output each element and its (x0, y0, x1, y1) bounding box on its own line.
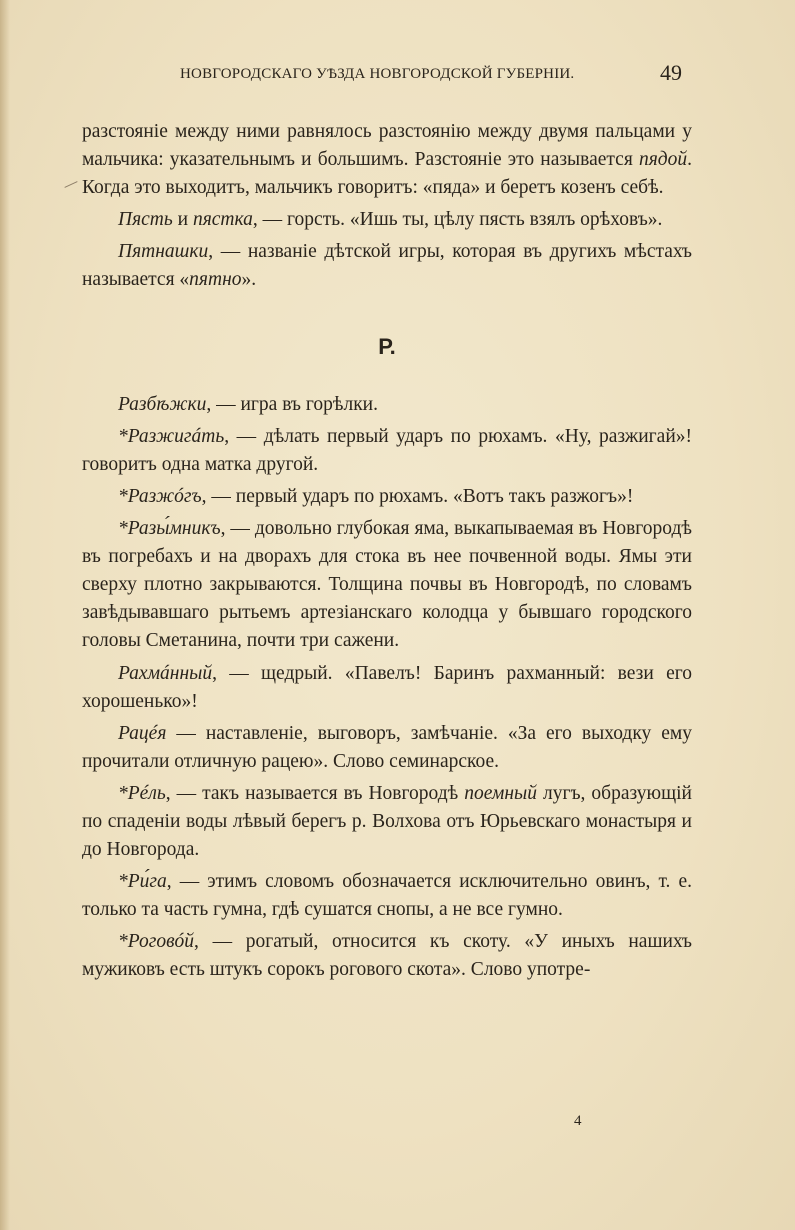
entry-razzhigat (82, 423, 692, 479)
entry-razzhog (82, 483, 692, 511)
entry-razymnik (82, 515, 692, 655)
italic-term: поемный (464, 782, 537, 804)
entry-term: Разбѣжки (118, 393, 207, 415)
section-letter: Р. (378, 333, 396, 359)
main-text (82, 118, 692, 989)
entry-rel (82, 780, 692, 864)
italic-term: пятно (189, 269, 242, 291)
text-run: , — такъ называется въ Новгородѣ (165, 782, 465, 804)
running-head (0, 60, 795, 90)
running-title: НОВГОРОДСКАГО УѢЗДА НОВГОРОДСКОЙ ГУБЕРНІИ. (180, 66, 575, 82)
text-run: , — дѣлать первый ударъ по рюхамъ. «Ну, разжигай»! говоритъ одна матка другой. (82, 425, 692, 475)
entry-term: *Роговóй (118, 931, 195, 953)
italic-term: пядой (638, 149, 688, 171)
entry-term: Рацéя (118, 722, 167, 744)
entry-term: *Разжигáть (118, 425, 225, 447)
entry-term: Пятнашки (118, 241, 209, 263)
entry-ratseya (82, 720, 692, 776)
text-run: , — игра въ горѣлки. (206, 393, 378, 415)
text-run: , — первый ударъ по рюхамъ. «Вотъ такъ разжогъ»! (201, 485, 634, 507)
text-run: , — этимъ словомъ обозначается исключительно овинъ, т. е. только та часть гумна, гдѣ сушатся снопы, а не все гумно. (82, 871, 692, 921)
entry-rakhmanny (82, 660, 692, 716)
entry-term: *Рéль (118, 782, 166, 804)
text-run: , — довольно глубокая яма, выкапываемая въ Новгородѣ въ погребахъ и на дворахъ для стока въ нее почвенной воды. Ямы эти сверху плотно закрываются. Толщина почвы въ Новгородѣ, по словамъ завѣдывавшаго рытьемъ артезіанскаго колодца у бывшаго городского головы Сметанина, почти три сажени. (82, 518, 692, 652)
text-run: и (172, 209, 193, 231)
text-run: разстояніе между ними равнялось разстоянію между двумя пальцами у мальчика: указательнымъ и большимъ. Разстояніе это называется (82, 121, 692, 171)
text-run: . Когда это выходитъ, мальчикъ говоритъ: «пяда» и беретъ козенъ себѣ. (82, 149, 692, 199)
margin-mark (64, 181, 77, 188)
entry-riga (82, 868, 692, 924)
text-run: , — горсть. «Ишь ты, цѣлу пясть взялъ орѣховъ». (252, 209, 663, 231)
text-run: , — названіе дѣтской игры, которая въ другихъ мѣстахъ называется « (82, 241, 692, 291)
entry-pyatnashki (82, 238, 692, 294)
page-number: 49 (660, 60, 682, 85)
entry-pyast (82, 206, 692, 234)
entry-term: *Разжóгъ (118, 485, 202, 507)
text-run: ». (241, 269, 257, 291)
text-run: — наставленіе, выговоръ, замѣчаніе. «За его выходку ему прочитали отличную рацею». Слово семинарское. (82, 722, 692, 772)
page-spine-shadow (0, 0, 10, 1230)
entry-term: Рахмáнный (118, 662, 213, 684)
entry-term: *Разы́мникъ (118, 518, 221, 540)
printer-signature: 4 (574, 1113, 582, 1129)
text-run: лугъ, образующій по спаденіи воды лѣвый берегъ р. Волхова отъ Юрьевскаго монастыря и до Новгорода. (82, 782, 692, 861)
text-run: , — рогатый, относится къ скоту. «У иныхъ нашихъ мужиковъ есть штукъ сорокъ рогового скота». Слово употре- (82, 931, 692, 981)
entry-razbezhki (82, 391, 692, 419)
entry-term: Пясть (118, 209, 173, 231)
entry-rogovoy (82, 928, 692, 984)
entry-term: пястка (192, 209, 253, 231)
paragraph-continuation (82, 118, 692, 202)
text-run: , — щедрый. «Павелъ! Баринъ рахманный: вези его хорошенько»! (82, 662, 692, 712)
entry-term: *Ри́га (118, 871, 167, 893)
